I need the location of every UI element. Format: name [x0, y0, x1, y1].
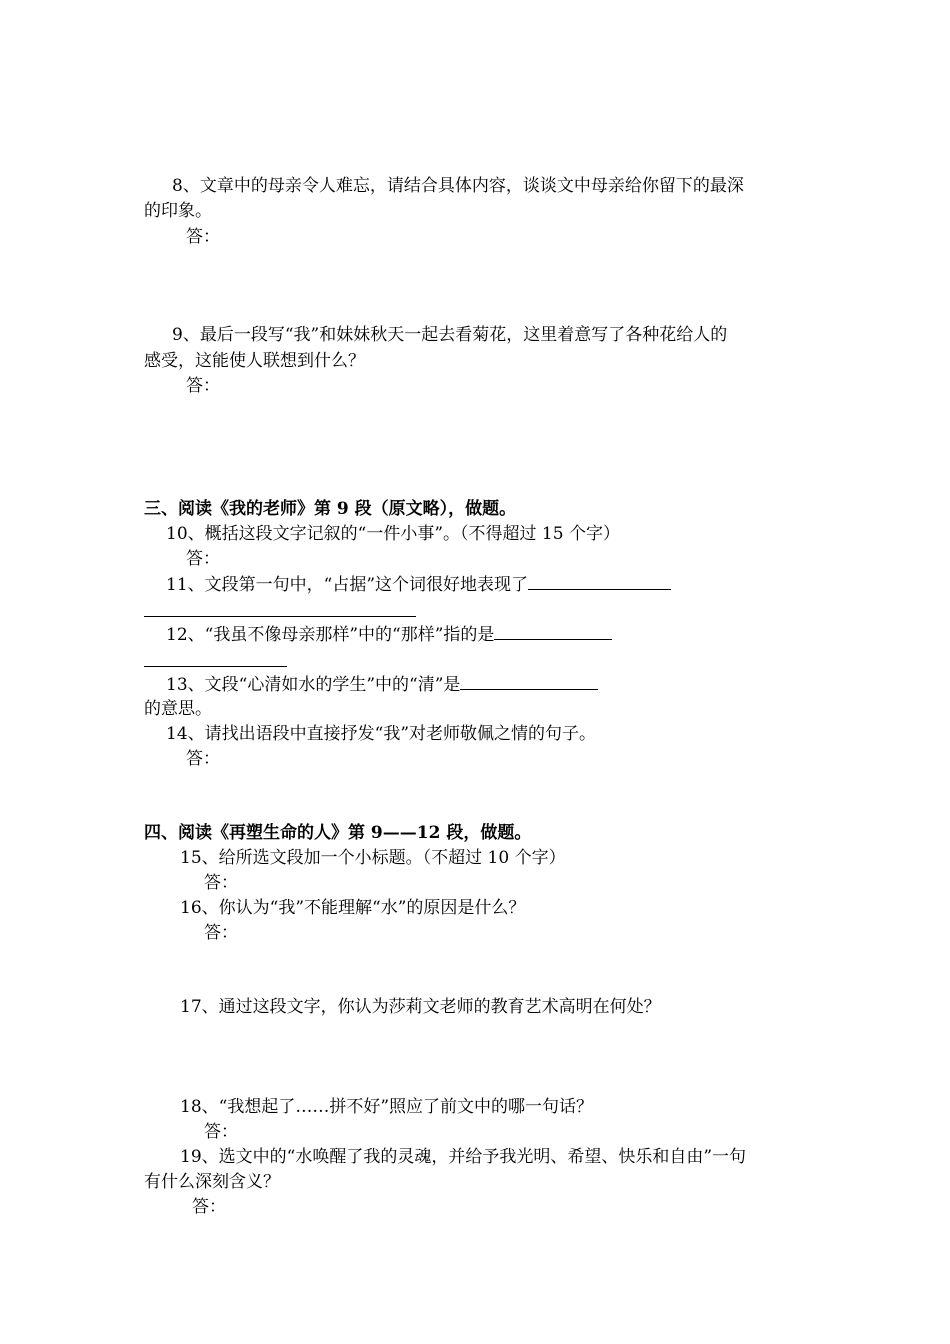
question-12-blank-continued[interactable] [144, 666, 287, 667]
question-19-line-1: 19、选文中的“水唤醒了我的灵魂，并给予我光明、希望、快乐和自由”一句 [180, 1147, 747, 1167]
question-8-line-2: 的印象。 [144, 201, 212, 221]
question-13: 13、文段“心清如水的学生”中的“清”是 [166, 675, 461, 695]
question-11-blank-continued[interactable] [144, 616, 416, 617]
section-4-title: 四、阅读《再塑生命的人》第 9——12 段，做题。 [144, 823, 532, 843]
question-13-blank[interactable] [460, 673, 598, 690]
question-10-answer-label: 答： [186, 549, 220, 569]
question-16-answer-label: 答： [204, 923, 238, 943]
question-11: 11、文段第一句中，“占据”这个词很好地表现了 [166, 575, 529, 595]
question-9-answer-label: 答： [186, 376, 220, 396]
question-9-line-2: 感受，这能使人联想到什么？ [144, 351, 365, 371]
section-3-title: 三、阅读《我的老师》第 9 段（原文略），做题。 [144, 499, 517, 519]
question-15-answer-label: 答： [204, 873, 238, 893]
question-16: 16、你认为“我”不能理解“水”的原因是什么？ [180, 898, 526, 918]
question-8-line-1: 8、文章中的母亲令人难忘，请结合具体内容，谈谈文中母亲给你留下的最深 [172, 176, 744, 196]
question-12-line [166, 623, 612, 646]
question-14: 14、请找出语段中直接抒发“我”对老师敬佩之情的句子。 [166, 724, 597, 744]
question-18: 18、“我想起了……拼不好”照应了前文中的哪一句话？ [180, 1097, 594, 1117]
question-11-line [166, 573, 671, 596]
question-19-answer-label: 答： [192, 1197, 226, 1217]
question-9-line-1: 9、最后一段写“我”和妹妹秋天一起去看菊花，这里着意写了各种花给人的 [172, 325, 728, 345]
question-13-tail: 的意思。 [144, 699, 212, 719]
question-11-blank[interactable] [528, 573, 671, 590]
question-10: 10、概括这段文字记叙的“一件小事”。（不得超过 15 个字） [166, 524, 620, 544]
question-17: 17、通过这段文字，你认为莎莉文老师的教育艺术高明在何处？ [180, 997, 661, 1017]
question-8-answer-label: 答： [186, 227, 220, 247]
question-13-line [166, 673, 598, 696]
question-12: 12、“我虽不像母亲那样”中的“那样”指的是 [166, 625, 495, 645]
question-14-answer-label: 答： [186, 749, 220, 769]
question-12-blank[interactable] [494, 623, 612, 640]
question-19-line-2: 有什么深刻含义？ [144, 1172, 280, 1192]
question-18-answer-label: 答： [204, 1122, 238, 1142]
question-15: 15、给所选文段加一个小标题。（不超过 10 个字） [180, 848, 566, 868]
